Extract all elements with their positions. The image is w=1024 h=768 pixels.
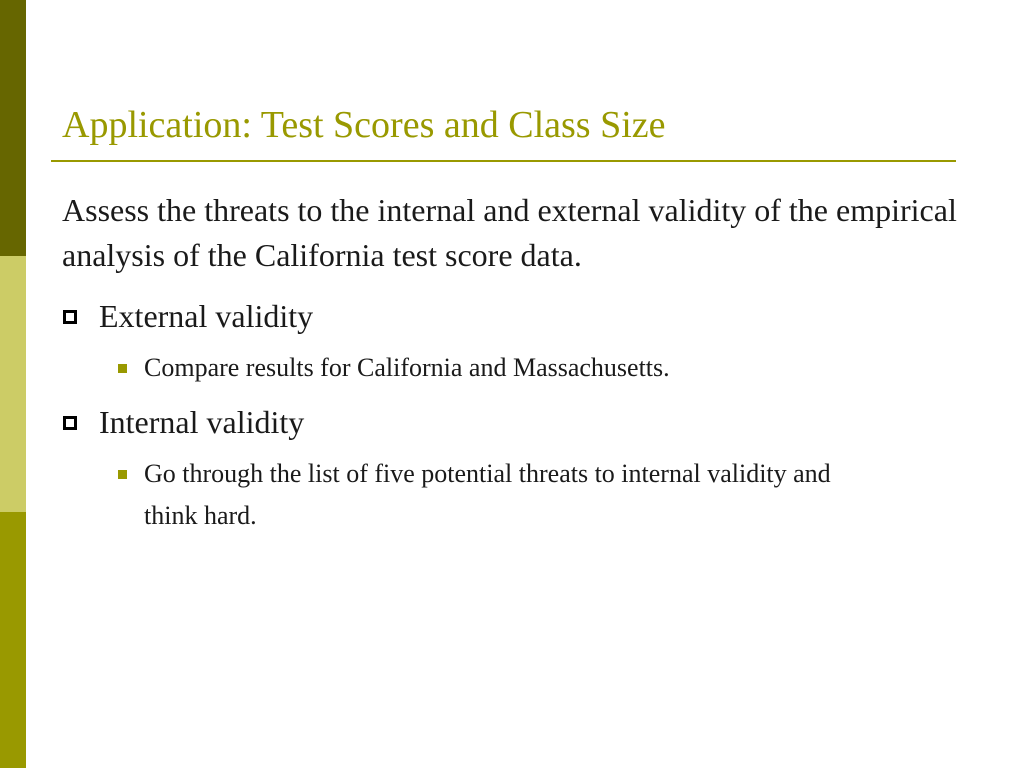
bullet-external-validity: [63, 296, 313, 336]
hollow-square-icon: [63, 416, 77, 430]
subbullet-label: Go through the list of five potential threats to internal validity and think hard.: [144, 459, 831, 530]
subbullet-label: Compare results for California and Massachusetts.: [144, 353, 670, 382]
bullet-label: Internal validity: [99, 404, 305, 440]
side-bar-bottom: [0, 512, 26, 768]
intro-paragraph: Assess the threats to the internal and external validity of the empirical analysis of the California test score data.: [62, 192, 957, 273]
bullet-label: External validity: [99, 298, 314, 334]
subbullet-threats-list: [118, 453, 878, 537]
title-underline: [51, 160, 956, 162]
filled-square-icon: [118, 364, 127, 373]
bullet-internal-validity: [63, 402, 304, 442]
slide-title: Application: Test Scores and Class Size: [62, 104, 666, 146]
filled-square-icon: [118, 470, 127, 479]
subbullet-compare-results: [118, 347, 878, 389]
side-bar-middle: [0, 256, 26, 512]
side-bar-top: [0, 0, 26, 256]
hollow-square-icon: [63, 310, 77, 324]
